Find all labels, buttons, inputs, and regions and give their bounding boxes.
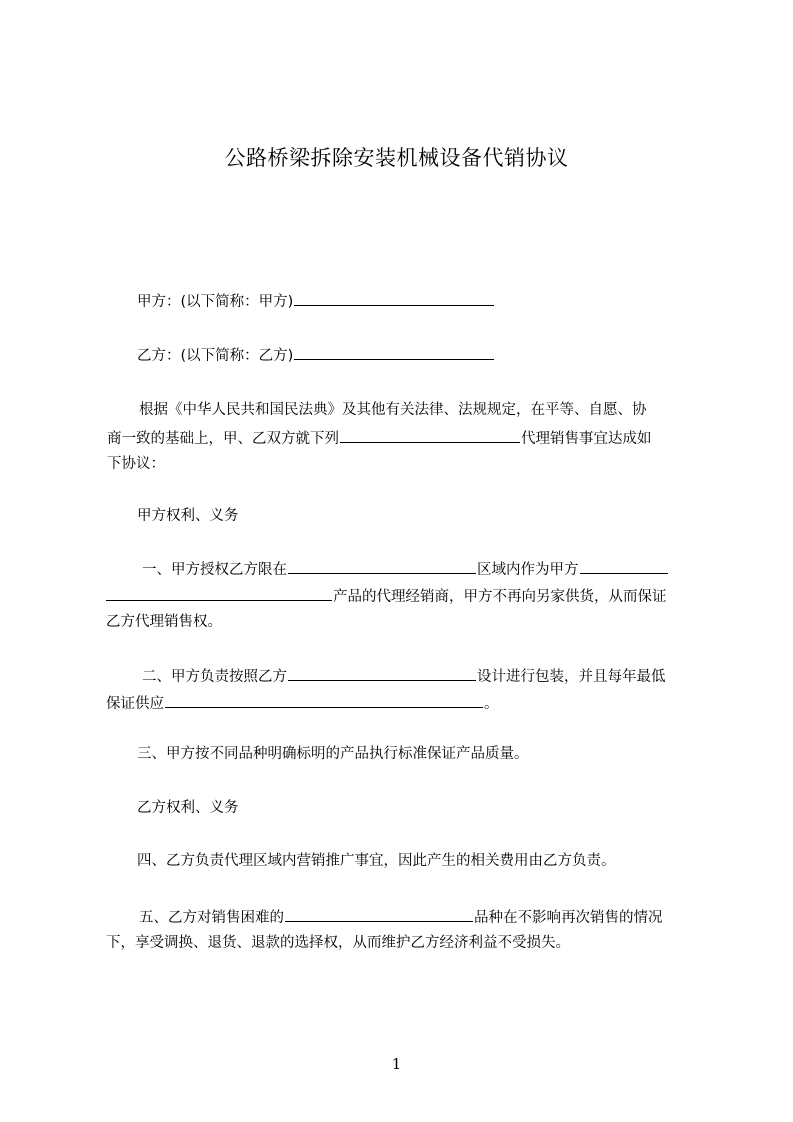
preamble-line-3: 下协议：: [107, 456, 165, 472]
clause-5-blank-varieties: [285, 906, 473, 922]
clause-2-line-1: [142, 665, 666, 687]
party-a-line: [137, 290, 495, 312]
clause-1-prefix: 一、甲方授权乙方限在: [142, 562, 287, 578]
section-a-heading: 甲方权利、义务: [137, 508, 239, 524]
clause-2-blank-supply: [165, 692, 483, 708]
preamble-line-1: 根据《中华人民共和国民法典》及其他有关法律、法规规定，在平等、自愿、协: [139, 402, 647, 418]
clause-1-line-2-suffix: 产品的代理经销商，甲方不再向另家供货，从而保证: [333, 589, 667, 605]
clause-3: 三、甲方按不同品种明确标明的产品执行标准保证产品质量。: [137, 746, 529, 762]
party-b-line: [137, 344, 495, 366]
clause-1-blank-product-a: [580, 558, 668, 574]
preamble-line-2-suffix: 代理销售事宜达成如: [521, 431, 652, 447]
clause-4: 四、乙方负责代理区域内营销推广事宜，因此产生的相关费用由乙方负责。: [137, 853, 616, 869]
clause-1-middle: 区域内作为甲方: [477, 562, 579, 578]
clause-2-prefix: 二、甲方负责按照乙方: [142, 669, 287, 685]
preamble-blank: [340, 427, 520, 443]
clause-1-blank-product-b: [106, 585, 332, 601]
party-b-blank: [294, 344, 494, 360]
clause-5-prefix: 五、乙方对销售困难的: [139, 910, 284, 926]
clause-1-line-2: [106, 585, 667, 607]
clause-1-line-1: [142, 558, 669, 580]
clause-2-suffix: 设计进行包装，并且每年最低: [477, 669, 666, 685]
party-b-label: 乙方：(以下简称：乙方): [137, 348, 294, 364]
clause-5-line-1: [139, 906, 663, 928]
clause-2-blank-design: [288, 665, 476, 681]
party-a-label: 甲方：(以下简称：甲方): [137, 294, 294, 310]
document-title: 公路桥梁拆除安装机械设备代销协议: [224, 146, 569, 170]
clause-2-line-2-prefix: 保证供应: [106, 696, 164, 712]
preamble-line-2-prefix: 商一致的基础上，甲、乙双方就下列: [107, 431, 339, 447]
section-b-heading: 乙方权利、义务: [137, 800, 239, 816]
clause-5-line-2: 下，享受调换、退货、退款的选择权，从而维护乙方经济利益不受损失。: [106, 935, 570, 951]
page-number: 1: [391, 1055, 402, 1073]
clause-5-suffix: 品种在不影响再次销售的情况: [474, 910, 663, 926]
clause-1-blank-region: [288, 558, 476, 574]
clause-2-line-2: [106, 692, 499, 714]
party-a-blank: [294, 290, 494, 306]
preamble-line-2: [107, 427, 652, 449]
clause-2-line-2-suffix: 。: [484, 696, 499, 712]
clause-1-line-3: 乙方代理销售权。: [106, 614, 222, 630]
